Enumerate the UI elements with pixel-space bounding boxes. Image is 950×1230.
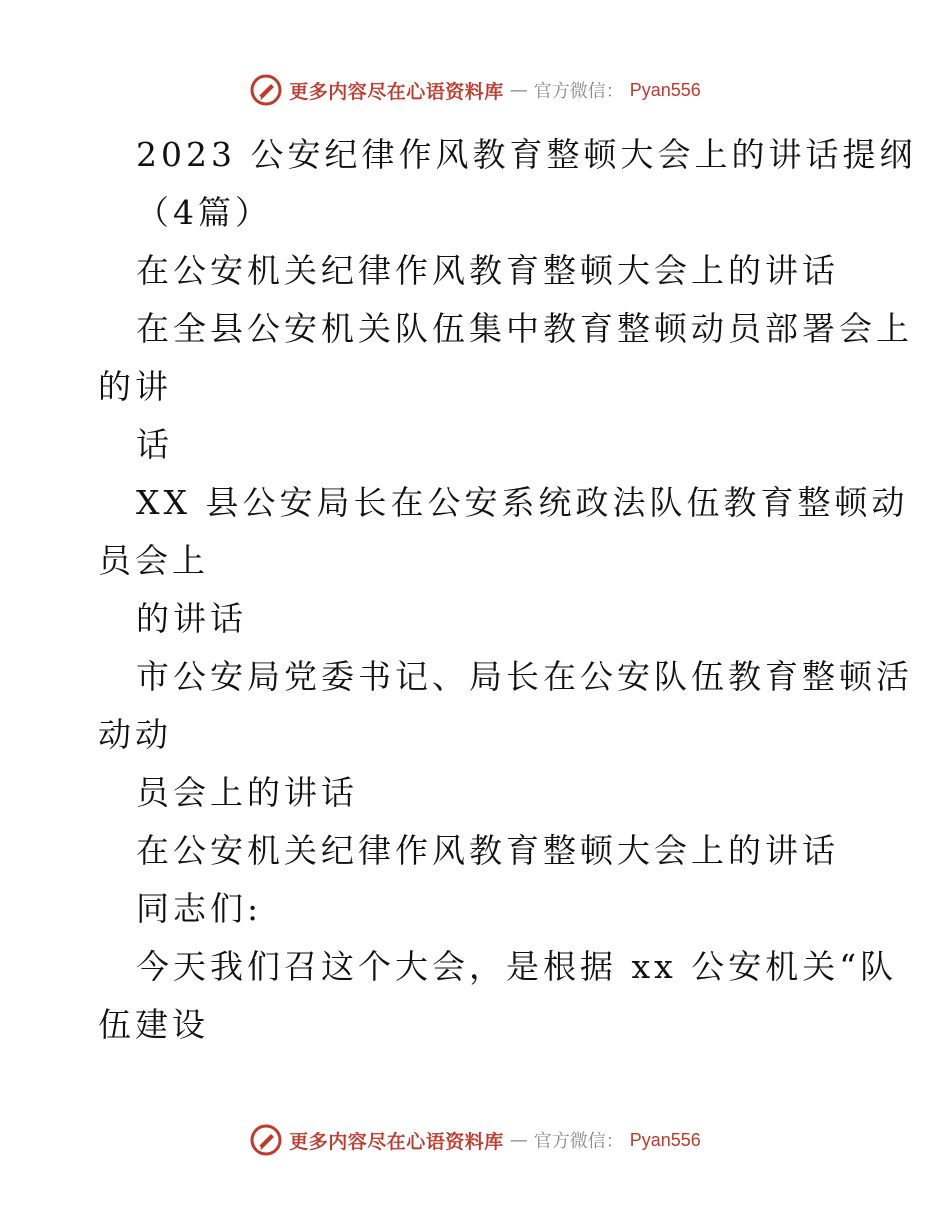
footer-banner [0, 1120, 950, 1160]
banner-wechat-label: 官方微信： [533, 81, 624, 102]
banner-slogan: 更多内容尽在心语资料库 [289, 1130, 504, 1153]
banner-dash: — [509, 79, 528, 101]
toc-item-3-cont: 员会上 [98, 541, 209, 580]
toc-item-2: 在全县公安机关队伍集中教育整顿动员部署会上 [136, 309, 913, 348]
salutation: 同志们: [136, 889, 263, 928]
banner-wechat-id: Pyan556 [629, 79, 701, 100]
pen-logo-icon [249, 73, 283, 107]
banner-wechat-id: Pyan556 [629, 1129, 701, 1150]
document-title-count: （4篇） [136, 193, 272, 232]
toc-item-4-cont2: 员会上的讲话 [136, 773, 358, 812]
toc-item-4: 市公安局党委书记、局长在公安队伍教育整顿活 [136, 657, 913, 696]
banner-dash: — [509, 1129, 528, 1151]
toc-item-3-cont2: 的讲话 [136, 599, 247, 638]
header-banner [0, 70, 950, 110]
banner-slogan: 更多内容尽在心语资料库 [289, 80, 504, 103]
toc-item-4-cont: 动动 [98, 715, 172, 754]
body-paragraph-line: 今天我们召这个大会，是根据 xx 公安机关“队 [136, 947, 898, 986]
toc-item-3: XX 县公安局长在公安系统政法队伍教育整顿动 [136, 483, 909, 522]
toc-item-2-cont2: 话 [136, 425, 173, 464]
document-title: 2023 公安纪律作风教育整顿大会上的讲话提纲 [136, 135, 917, 174]
body-paragraph-line-cont: 伍建设 [98, 1005, 209, 1044]
document-body [98, 126, 917, 1054]
pen-logo-icon [249, 1123, 283, 1157]
toc-item-2-cont: 的讲 [98, 367, 172, 406]
section-heading: 在公安机关纪律作风教育整顿大会上的讲话 [136, 831, 839, 870]
toc-item-1: 在公安机关纪律作风教育整顿大会上的讲话 [136, 251, 839, 290]
banner-wechat-label: 官方微信： [533, 1131, 624, 1152]
